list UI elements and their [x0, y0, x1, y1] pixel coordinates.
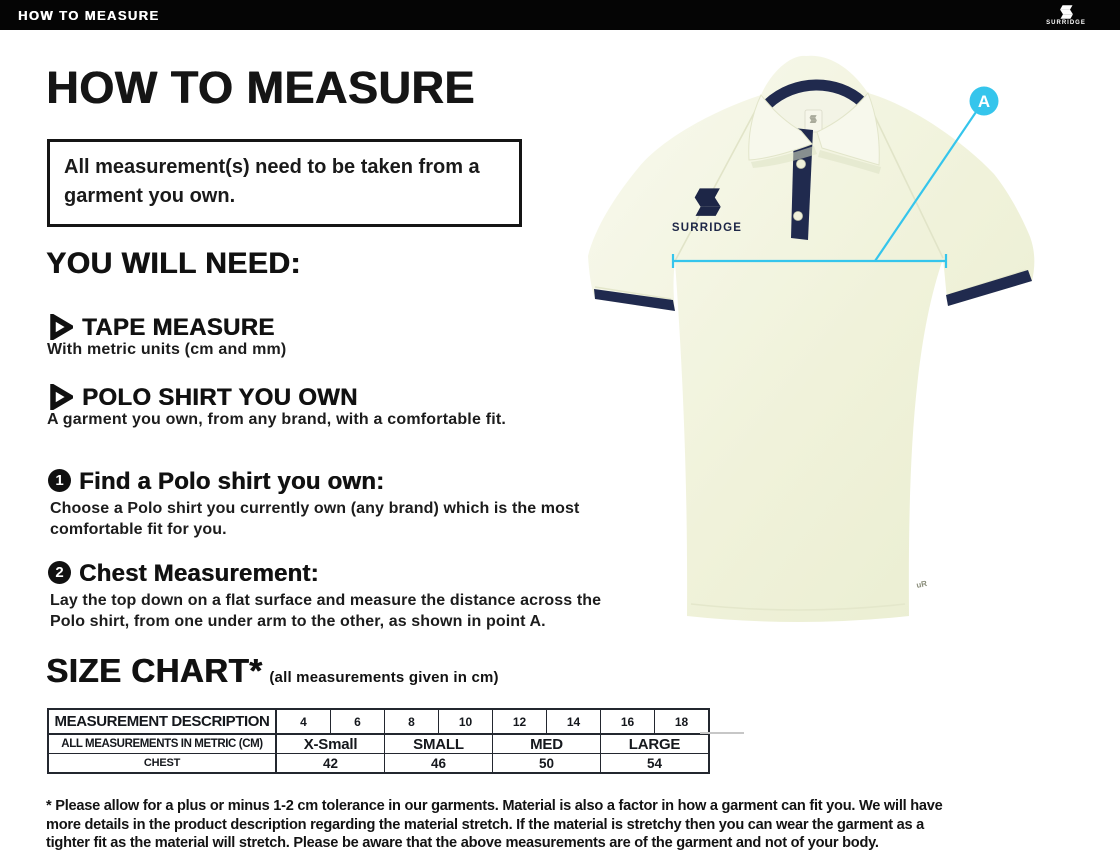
size-chart-table [47, 708, 710, 774]
collar-label-logo-icon [809, 115, 816, 123]
size-cell: 12 [493, 709, 547, 734]
table-row-size-groups [48, 734, 709, 754]
top-bar-title: HOW TO MEASURE [18, 7, 160, 23]
surridge-logo-text: SURRIDGE [1046, 19, 1086, 26]
size-group-cell: MED [493, 734, 601, 754]
divider-line [700, 732, 744, 734]
chest-value-cell: 46 [385, 754, 493, 774]
button [794, 212, 803, 221]
surridge-ribbon-icon [1059, 5, 1074, 19]
chest-logo-text: SURRIDGE [671, 222, 743, 234]
chest-value-cell: 54 [601, 754, 710, 774]
size-chart-heading: SIZE CHART* [46, 652, 263, 689]
need-item-title: POLO SHIRT YOU OWN [82, 384, 358, 411]
table-row-chest [48, 754, 709, 774]
step-title: Chest Measurement: [79, 560, 319, 587]
triangle-bullet-icon [49, 314, 73, 340]
footnote [46, 797, 943, 851]
size-cell: 18 [655, 709, 710, 734]
triangle-bullet-icon [49, 384, 73, 410]
size-group-cell: SMALL [385, 734, 493, 754]
need-item-desc: A garment you own, from any brand, with a comfortable fit. [47, 411, 507, 428]
hem-tag-text: uR [915, 578, 928, 590]
row-header-chest: CHEST [48, 754, 276, 774]
surridge-logo [1036, 1, 1096, 29]
size-group-cell: X-Small [276, 734, 385, 754]
size-chart-subheading: (all measurements given in cm) [269, 669, 499, 686]
page-title: HOW TO MEASURE [46, 62, 475, 113]
row-header-metric: ALL MEASUREMENTS IN METRIC (CM) [48, 734, 276, 754]
top-bar [0, 0, 1120, 30]
you-will-need-heading: YOU WILL NEED: [46, 247, 301, 280]
need-item-title: TAPE MEASURE [82, 314, 275, 341]
size-cell: 16 [601, 709, 655, 734]
polo-shirt-illustration [565, 48, 1120, 648]
polo-shirt-diagram [565, 48, 1120, 648]
size-cell: 14 [547, 709, 601, 734]
point-a-label: A [977, 92, 991, 111]
footnote-line: * Please allow for a plus or minus 1-2 cm tolerance in our garments. Material is also a factor in how a garment can fit you. We will have [46, 798, 943, 814]
chest-value-cell: 42 [276, 754, 385, 774]
footnote-line: tighter fit as the material will stretch. Please be aware that the above measurements are of the garment and not of your body. [46, 835, 879, 851]
size-cell: 4 [276, 709, 331, 734]
footnote-line: more details in the product description regarding the material stretch. If the material is stretchy then you can wear the garment as a [46, 816, 925, 833]
button [797, 160, 806, 169]
chest-logo-ribbon-icon [695, 188, 721, 216]
need-item-desc: With metric units (cm and mm) [47, 341, 287, 358]
size-cell: 6 [331, 709, 385, 734]
step-description: Choose a Polo shirt you currently own (any brand) which is the most comfortable fit for you. [50, 500, 580, 538]
size-chart-heading-row [46, 652, 499, 690]
step-number-badge: 2 [48, 561, 71, 584]
step-title: Find a Polo shirt you own: [79, 468, 385, 495]
chest-value-cell: 50 [493, 754, 601, 774]
col-header-measurement-description: MEASUREMENT DESCRIPTION [48, 709, 276, 734]
table-row-sizes [48, 709, 709, 734]
step-description: Lay the top down on a flat surface and measure the distance across the Polo shirt, from one under arm to the other, as shown in point A. [50, 592, 602, 630]
size-group-cell: LARGE [601, 734, 710, 754]
size-cell: 8 [385, 709, 439, 734]
measurement-note-box: All measurement(s) need to be taken from a garment you own. [47, 139, 522, 227]
step-number-badge: 1 [48, 469, 71, 492]
size-cell: 10 [439, 709, 493, 734]
